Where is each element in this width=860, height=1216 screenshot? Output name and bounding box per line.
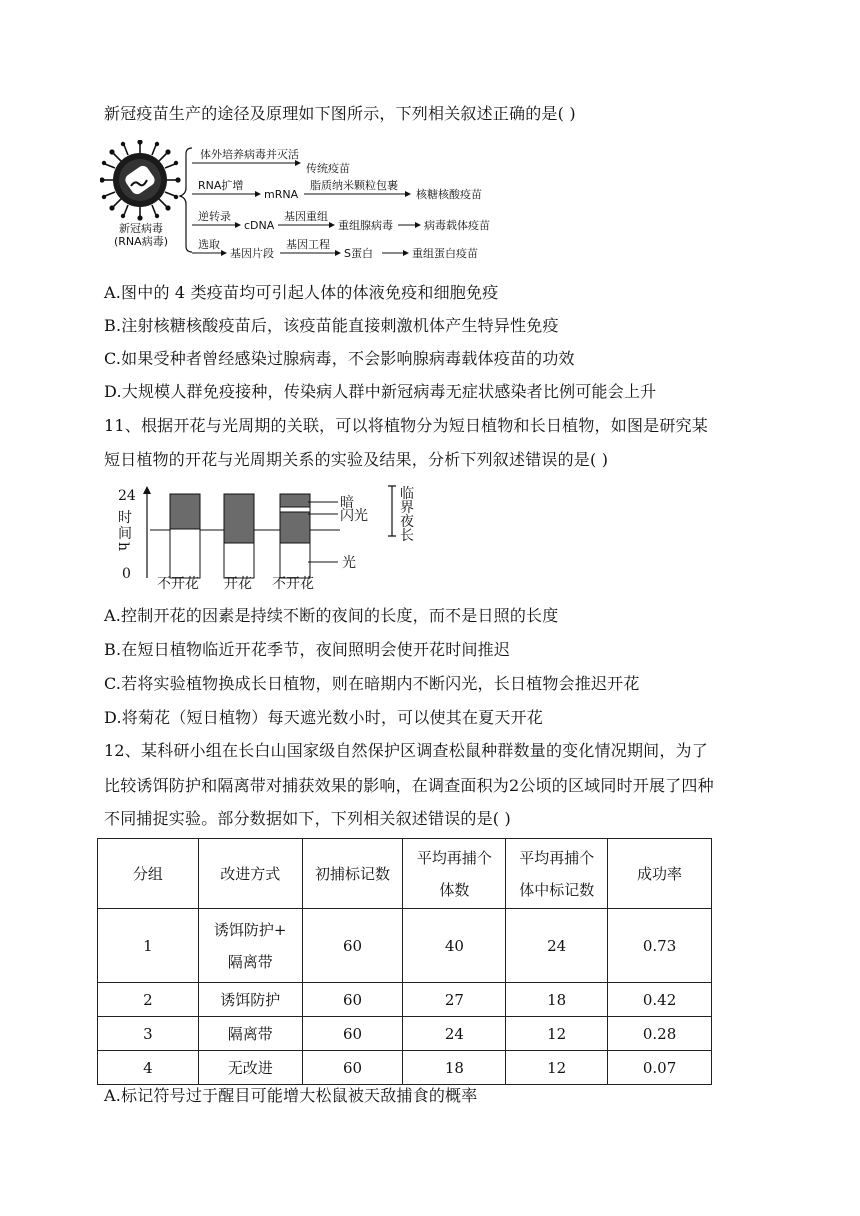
vaccine-pathway-diagram bbox=[100, 140, 520, 268]
bar-label-3: 不开花 bbox=[272, 576, 314, 592]
row2-step1: RNA扩增 bbox=[198, 179, 244, 192]
q12-stem-line2: 比较诱饵防护和隔离带对捕获效果的影响，在调查面积为2公顷的区域同时开展了四种 bbox=[104, 776, 714, 795]
q12-stem-line3: 不同捕捉实验。部分数据如下，下列相关叙述错误的是( ) bbox=[104, 809, 511, 828]
row4-step2: 基因工程 bbox=[286, 238, 330, 251]
q10-option-c: C.如果受种者曾经感染过腺病毒，不会影响腺病毒载体疫苗的功效 bbox=[104, 349, 575, 368]
q11-option-b: B.在短日植物临近开花季节，夜间照明会使开花时间推迟 bbox=[104, 640, 511, 659]
critical-label-3: 夜 bbox=[400, 514, 414, 530]
row4-mid2: S蛋白 bbox=[344, 247, 373, 260]
row4-mid1: 基因片段 bbox=[230, 247, 274, 260]
photoperiod-figure bbox=[110, 484, 440, 594]
dark-period-bar bbox=[280, 494, 310, 543]
critical-label-2: 界 bbox=[400, 500, 414, 516]
table-cell: 24 bbox=[506, 909, 608, 983]
table-cell: 2 bbox=[98, 983, 199, 1017]
table-row bbox=[98, 1051, 712, 1085]
legend-light: 光 bbox=[342, 555, 356, 571]
q11-option-a: A.控制开花的因素是持续不断的夜间的长度，而不是日照的长度 bbox=[104, 606, 559, 625]
table-cell: 18 bbox=[506, 983, 608, 1017]
table-cell: 4 bbox=[98, 1051, 199, 1085]
y-axis-bottom: 0 bbox=[122, 566, 131, 582]
q10-option-b: B.注射核糖核酸疫苗后，该疫苗能直接刺激机体产生特异性免疫 bbox=[104, 316, 559, 335]
header-cell: 分组 bbox=[98, 839, 199, 909]
bar-label-2: 开花 bbox=[224, 576, 252, 592]
table-cell: 40 bbox=[403, 909, 506, 983]
table-cell: 诱饵防护 bbox=[198, 983, 302, 1017]
q12-stem-line1: 12、某科研小组在长白山国家级自然保护区调查松鼠种群数量的变化情况期间，为了 bbox=[104, 741, 708, 760]
virus-icon bbox=[100, 140, 181, 221]
table-cell: 60 bbox=[302, 983, 403, 1017]
table-cell: 无改进 bbox=[198, 1051, 302, 1085]
table-row bbox=[98, 909, 712, 983]
bar-label-1: 不开花 bbox=[157, 576, 199, 592]
y-axis-label-1: 时 bbox=[118, 510, 132, 526]
header-cell: 初捕标记数 bbox=[302, 839, 403, 909]
table-cell: 诱饵防护+ 隔离带 bbox=[198, 909, 302, 983]
table-cell: 18 bbox=[403, 1051, 506, 1085]
table-cell: 12 bbox=[506, 1051, 608, 1085]
dark-period-bar bbox=[170, 494, 200, 529]
header-cell: 平均再捕个 体中标记数 bbox=[506, 839, 608, 909]
y-axis-label-3: h bbox=[115, 542, 131, 552]
virus-label-type: (RNA病毒) bbox=[114, 235, 168, 248]
row4-result: 重组蛋白疫苗 bbox=[412, 247, 478, 260]
bars-group bbox=[170, 494, 310, 578]
table-row bbox=[98, 1017, 712, 1051]
q11-stem-line1: 11、根据开花与光周期的关联，可以将植物分为短日植物和长日植物，如图是研究某 bbox=[104, 416, 708, 435]
table-cell: 1 bbox=[98, 909, 199, 983]
table-row bbox=[98, 983, 712, 1017]
q11-option-d: D.将菊花（短日植物）每天遮光数小时，可以使其在夏天开花 bbox=[104, 708, 543, 727]
row3-result: 病毒载体疫苗 bbox=[424, 219, 490, 232]
row2-result: 核糖核酸疫苗 bbox=[416, 188, 482, 201]
q12-option-a: A.标记符号过于醒目可能增大松鼠被天敌捕食的概率 bbox=[104, 1086, 478, 1105]
legend-flash: 闪光 bbox=[340, 508, 368, 524]
critical-label-1: 临 bbox=[400, 486, 414, 502]
header-cell: 成功率 bbox=[608, 839, 712, 909]
legend-dark: 暗 bbox=[340, 495, 354, 511]
table-cell: 0.73 bbox=[608, 909, 712, 983]
q10-stem: 新冠疫苗生产的途径及原理如下图所示，下列相关叙述正确的是( ) bbox=[104, 104, 576, 123]
q11-option-c: C.若将实验植物换成长日植物，则在暗期内不断闪光，长日植物会推迟开花 bbox=[104, 674, 640, 693]
row1-step1: 体外培养病毒并灭活 bbox=[200, 148, 299, 161]
brace bbox=[180, 148, 192, 252]
row2-step2: 脂质纳米颗粒包裹 bbox=[310, 179, 398, 192]
virus-label: 新冠病毒 bbox=[119, 222, 163, 235]
y-axis-top: 24 bbox=[118, 488, 136, 504]
table-cell: 隔离带 bbox=[198, 1017, 302, 1051]
table-cell: 12 bbox=[506, 1017, 608, 1051]
q11-stem-line2: 短日植物的开花与光周期关系的实验及结果，分析下列叙述错误的是( ) bbox=[104, 450, 609, 469]
critical-label-4: 长 bbox=[400, 528, 414, 544]
row2-mid1: mRNA bbox=[264, 188, 299, 201]
table-cell: 24 bbox=[403, 1017, 506, 1051]
row3-step1: 逆转录 bbox=[198, 210, 231, 223]
header-cell: 改进方式 bbox=[198, 839, 302, 909]
header-cell: 平均再捕个 体数 bbox=[403, 839, 506, 909]
table-cell: 0.28 bbox=[608, 1017, 712, 1051]
table-header-row bbox=[98, 839, 712, 909]
table-cell: 0.07 bbox=[608, 1051, 712, 1085]
q10-option-a: A.图中的 4 类疫苗均可引起人体的体液免疫和细胞免疫 bbox=[104, 283, 499, 302]
table-cell: 0.42 bbox=[608, 983, 712, 1017]
row3-mid2: 重组腺病毒 bbox=[338, 219, 393, 232]
table-cell: 60 bbox=[302, 909, 403, 983]
q10-option-d: D.大规模人群免疫接种，传染病人群中新冠病毒无症状感染者比例可能会上升 bbox=[104, 382, 657, 401]
row4-step1: 选取 bbox=[198, 238, 220, 251]
y-axis-label-2: 间 bbox=[118, 526, 132, 542]
row3-mid1: cDNA bbox=[244, 219, 275, 232]
table-cell: 60 bbox=[302, 1051, 403, 1085]
capture-data-table bbox=[97, 838, 712, 1085]
dark-period-bar bbox=[224, 494, 254, 543]
table-cell: 60 bbox=[302, 1017, 403, 1051]
table-cell: 3 bbox=[98, 1017, 199, 1051]
row3-step2: 基因重组 bbox=[284, 210, 328, 223]
row1-result: 传统疫苗 bbox=[306, 162, 350, 175]
flash-band bbox=[280, 507, 310, 512]
table-cell: 27 bbox=[403, 983, 506, 1017]
